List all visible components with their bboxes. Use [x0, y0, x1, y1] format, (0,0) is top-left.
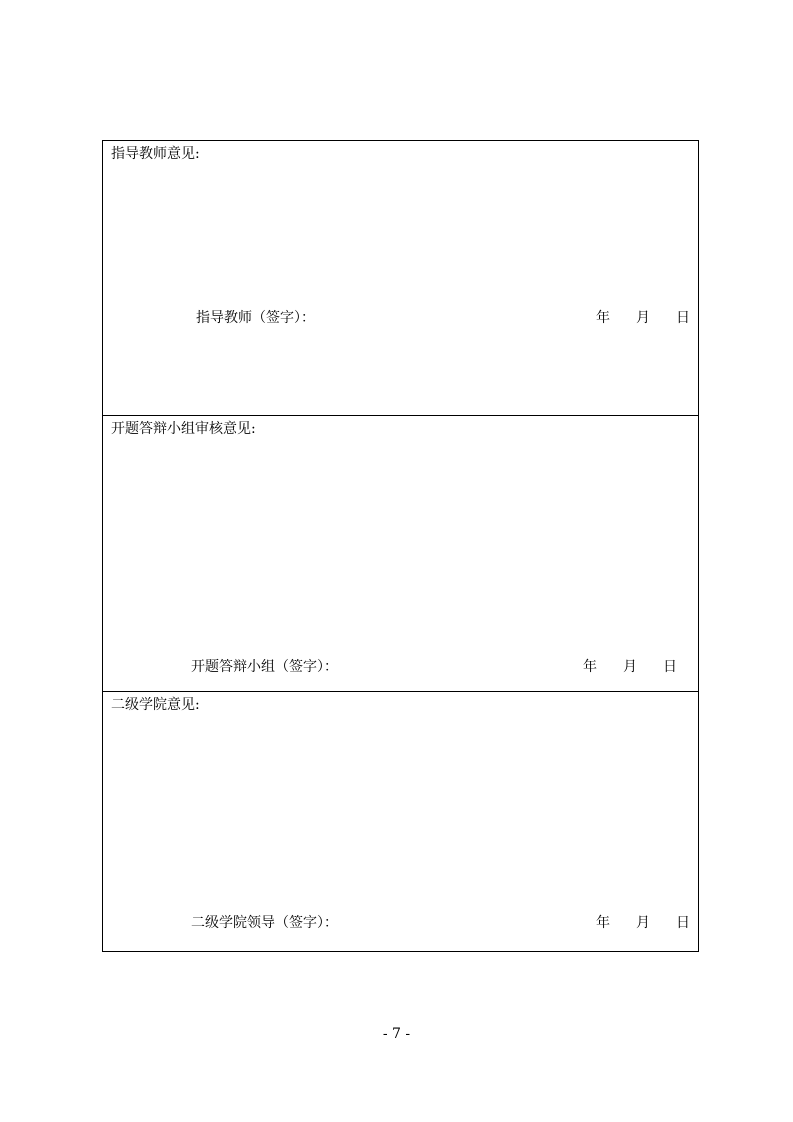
- college-date-month: 月: [636, 915, 650, 931]
- college-opinion-section: [103, 691, 698, 952]
- defense-panel-signature-label: 开题答辩小组（签字）：: [191, 659, 338, 675]
- defense-panel-date-year: 年: [583, 659, 597, 675]
- defense-panel-date-month: 月: [623, 659, 637, 675]
- advisor-signature-label: 指导教师（签字）：: [196, 310, 315, 326]
- college-date-day: 日: [676, 915, 690, 931]
- advisor-opinion-title: 指导教师意见:: [111, 146, 200, 162]
- college-signature-label: 二级学院领导（签字）：: [191, 915, 338, 931]
- college-date-year: 年: [596, 915, 610, 931]
- advisor-date-month: 月: [636, 310, 650, 326]
- approval-form-table: [102, 140, 699, 952]
- advisor-date-year: 年: [596, 310, 610, 326]
- advisor-date-day: 日: [676, 310, 690, 326]
- advisor-opinion-section: [103, 141, 698, 415]
- page-number: - 7 -: [382, 1026, 411, 1042]
- defense-panel-opinion-title: 开题答辩小组审核意见:: [111, 421, 256, 437]
- defense-panel-opinion-section: [103, 415, 698, 691]
- college-opinion-title: 二级学院意见:: [111, 697, 200, 713]
- defense-panel-date-day: 日: [663, 659, 677, 675]
